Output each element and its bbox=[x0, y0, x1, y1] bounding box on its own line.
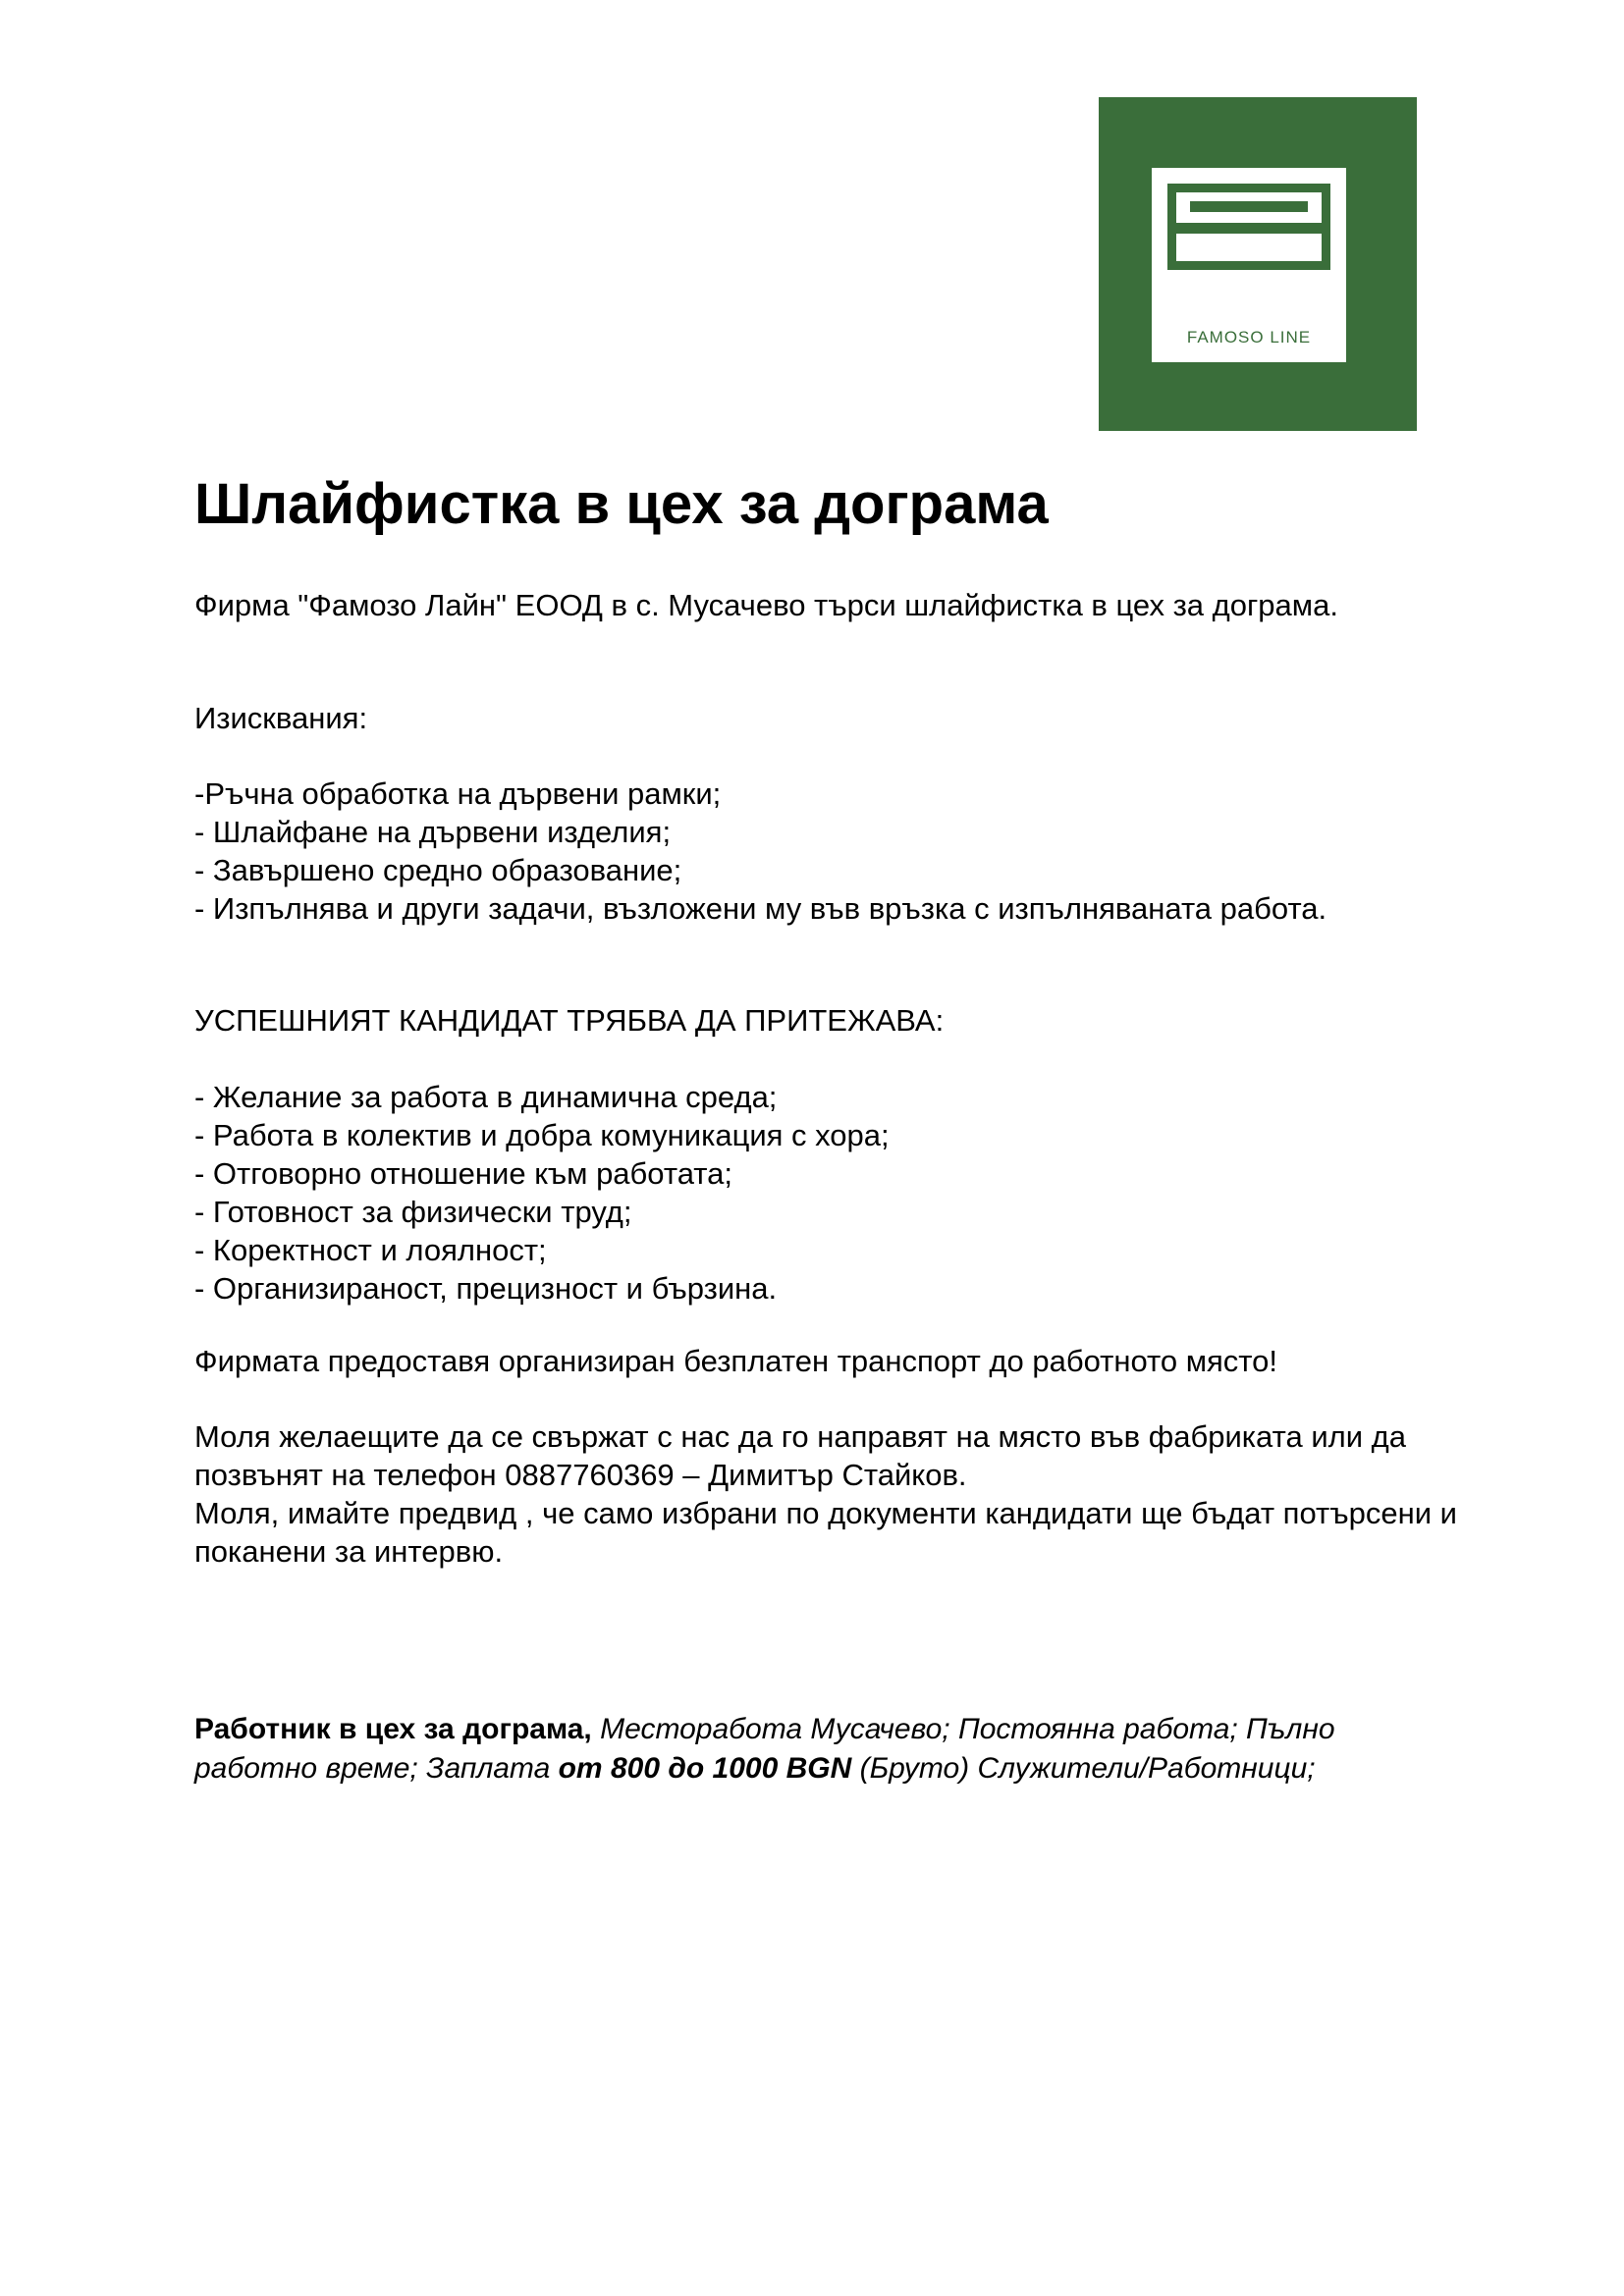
list-item: - Отговорно отношение към работата; bbox=[194, 1156, 732, 1191]
job-category: Служители/Работници; bbox=[977, 1752, 1316, 1785]
list-item: - Завършено средно образование; bbox=[194, 853, 682, 887]
job-summary bbox=[194, 1710, 1335, 1789]
contact-line: Моля, имайте предвид , че само избрани по документи кандидати ще бъдат потърсени и bbox=[194, 1496, 1457, 1530]
contact-line: Моля желаещите да се свържат с нас да го направят на място във фабриката или да bbox=[194, 1419, 1406, 1454]
list-item: - Организираност, прецизност и бързина. bbox=[194, 1271, 778, 1306]
contact-paragraph bbox=[194, 1417, 1457, 1571]
salary-type: (Бруто) bbox=[851, 1752, 978, 1785]
list-item: - Шлайфане на дървени изделия; bbox=[194, 815, 672, 849]
list-item: - Изпълнява и други задачи, възложени му във връзка с изпълняваната работа. bbox=[194, 891, 1327, 926]
page-title: Шлайфистка в цех за дограма bbox=[194, 472, 1049, 536]
job-summary-line-1 bbox=[194, 1710, 1335, 1749]
requirements-heading: Изисквания: bbox=[194, 701, 368, 735]
contact-line: поканени за интервю. bbox=[194, 1534, 504, 1569]
job-details: работно време; Заплата bbox=[194, 1752, 559, 1785]
salary-range: от 800 до 1000 BGN bbox=[558, 1752, 852, 1785]
position-name: Работник в цех за дограма, bbox=[194, 1713, 592, 1745]
job-details: Месторабота Мусачево; Постоянна работа; Пълно bbox=[591, 1713, 1335, 1745]
list-item: -Ръчна обработка на дървени рамки; bbox=[194, 776, 722, 811]
list-item: - Готовност за физически труд; bbox=[194, 1195, 632, 1229]
requirements-list bbox=[194, 774, 1326, 928]
list-item: - Желание за работа в динамична среда; bbox=[194, 1080, 778, 1114]
intro-paragraph: Фирма "Фамозо Лайн" ЕООД в с. Мусачево търси шлайфистка в цех за дограма. bbox=[194, 588, 1338, 622]
logo-text: FAMOSO LINE bbox=[1186, 328, 1312, 347]
famoso-line-logo-icon bbox=[1099, 97, 1417, 431]
list-item: - Коректност и лоялност; bbox=[194, 1233, 547, 1267]
job-summary-line-2 bbox=[194, 1749, 1335, 1789]
candidate-list bbox=[194, 1078, 890, 1308]
contact-line: позвънят на телефон 0887760369 – Димитър Стайков. bbox=[194, 1458, 967, 1492]
company-logo bbox=[1099, 97, 1417, 431]
list-item: - Работа в колектив и добра комуникация с хора; bbox=[194, 1118, 890, 1152]
transport-note: Фирмата предоставя организиран безплатен транспорт до работното място! bbox=[194, 1344, 1278, 1378]
candidate-heading: УСПЕШНИЯТ КАНДИДАТ ТРЯБВА ДА ПРИТЕЖАВА: bbox=[194, 1003, 945, 1038]
